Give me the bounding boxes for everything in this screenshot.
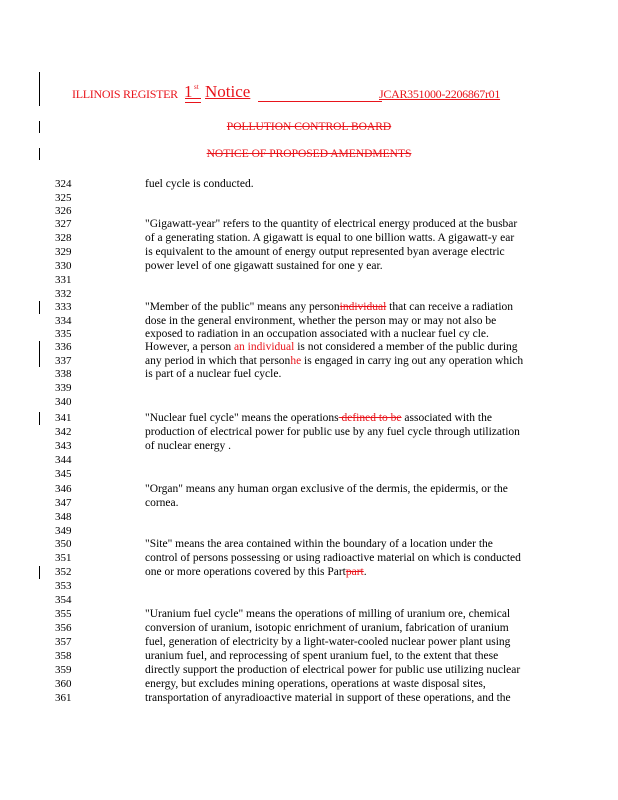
line-number: 347 xyxy=(55,497,72,509)
line-355: "Uranium fuel cycle" means the operations of milling of uranium ore, chemical xyxy=(145,608,511,620)
line-number: 348 xyxy=(55,511,72,523)
inserted-text: he xyxy=(290,355,302,367)
notice-label: Notice xyxy=(205,82,251,101)
line-number: 325 xyxy=(55,192,72,204)
deleted-text: individual xyxy=(339,301,387,313)
line-357: fuel, generation of electricity by a light-water-cooled nuclear power plant using xyxy=(145,636,511,648)
line-number: 360 xyxy=(55,678,72,690)
line-350: "Site" means the area contained within the boundary of a location under the xyxy=(145,538,493,550)
line-361: transportation of anyradioactive material in support of these operations, and the xyxy=(145,692,511,704)
header-fill-line xyxy=(258,101,382,102)
line-347: cornea. xyxy=(145,497,179,509)
line-number: 341 xyxy=(55,412,72,424)
line-336: However, a person an individual is not considered a member of the public during xyxy=(145,341,518,353)
deleted-text: part xyxy=(345,566,364,578)
line-337: any period in which that personhe is engaged in carry ing out any operation which xyxy=(145,355,524,367)
line-352: one or more operations covered by this Partpart. xyxy=(145,566,367,578)
line-number: 351 xyxy=(55,552,72,564)
line-359: directly support the production of electrical power for public use utilizing nuclear xyxy=(145,664,521,676)
line-number: 326 xyxy=(55,205,72,217)
header-ordinal: st xyxy=(194,83,199,91)
line-328: of a generating station. A gigawatt is equal to one billion watts. A gigawatt-y ear xyxy=(145,232,515,244)
line-329: is equivalent to the amount of energy output represented byan average electric xyxy=(145,246,505,258)
line-number: 330 xyxy=(55,260,72,272)
header-number: 1 xyxy=(184,82,193,101)
inserted-text: an individual xyxy=(233,341,295,353)
register-label: ILLINOIS REGISTER xyxy=(72,87,178,101)
deleted-text: defined to be xyxy=(338,412,402,424)
line-360: energy, but excludes mining operations, operations at waste disposal sites, xyxy=(145,678,486,690)
line-351: control of persons possessing or using radioactive material on which is conducted xyxy=(145,552,521,564)
line-number: 340 xyxy=(55,396,72,408)
line-number: 353 xyxy=(55,580,72,592)
line-number: 336 xyxy=(55,341,72,353)
line-356: conversion of uranium, isotopic enrichment of uranium, fabrication of uranium xyxy=(145,622,509,634)
line-number: 337 xyxy=(55,355,72,367)
change-bar-352 xyxy=(39,566,40,579)
line-number: 334 xyxy=(55,315,72,327)
line-number: 354 xyxy=(55,594,72,606)
line-number: 338 xyxy=(55,368,72,380)
line-number: 358 xyxy=(55,650,72,662)
line-number: 345 xyxy=(55,468,72,480)
line-334: dose in the general environment, whether the person may or may not also be xyxy=(145,315,497,327)
change-bar-341 xyxy=(39,412,40,425)
line-number: 357 xyxy=(55,636,72,648)
line-346: "Organ" means any human organ exclusive of the dermis, the epidermis, or the xyxy=(145,483,508,495)
line-358: uranium fuel, and reprocessing of spent uranium fuel, to the extent that these xyxy=(145,650,499,662)
jcar-code: JCAR351000-2206867r01 xyxy=(379,87,501,101)
line-324: fuel cycle is conducted. xyxy=(145,178,254,190)
line-number: 333 xyxy=(55,301,72,313)
line-333: "Member of the public" means any personindividual that can receive a radiation xyxy=(145,301,514,313)
line-number: 344 xyxy=(55,454,72,466)
line-number: 324 xyxy=(55,178,72,190)
line-number: 346 xyxy=(55,483,72,495)
line-number: 352 xyxy=(55,566,72,578)
line-number: 342 xyxy=(55,426,72,438)
line-number: 335 xyxy=(55,328,72,340)
line-338: is part of a nuclear fuel cycle. xyxy=(145,368,282,380)
line-number: 359 xyxy=(55,664,72,676)
line-327: "Gigawatt-year" refers to the quantity of electrical energy produced at the busbar xyxy=(145,218,518,230)
change-bar-333 xyxy=(39,301,40,314)
line-number: 343 xyxy=(55,440,72,452)
line-330: power level of one gigawatt sustained for one y ear. xyxy=(145,260,383,272)
line-number: 349 xyxy=(55,525,72,537)
line-number: 355 xyxy=(55,608,72,620)
change-bar-header xyxy=(39,72,40,106)
notice-title: NOTICE OF PROPOSED AMENDMENTS xyxy=(206,148,412,160)
line-number: 331 xyxy=(55,274,72,286)
line-335: exposed to radiation in an occupation associated with a nuclear fuel cy cle. xyxy=(145,328,489,340)
line-342: production of electrical power for public use by any fuel cycle through utilization xyxy=(145,426,520,438)
line-number: 356 xyxy=(55,622,72,634)
header-double-underline xyxy=(185,98,201,103)
line-number: 327 xyxy=(55,218,72,230)
line-number: 329 xyxy=(55,246,72,258)
line-number: 332 xyxy=(55,288,72,300)
line-343: of nuclear energy . xyxy=(145,440,231,452)
line-number: 361 xyxy=(55,692,72,704)
board-title: POLLUTION CONTROL BOARD xyxy=(226,121,392,133)
line-341: "Nuclear fuel cycle" means the operations defined to be associated with the xyxy=(145,412,492,424)
line-number: 339 xyxy=(55,382,72,394)
change-bar-336 xyxy=(39,341,40,367)
line-number: 350 xyxy=(55,538,72,550)
line-number: 328 xyxy=(55,232,72,244)
page-header xyxy=(72,84,522,108)
